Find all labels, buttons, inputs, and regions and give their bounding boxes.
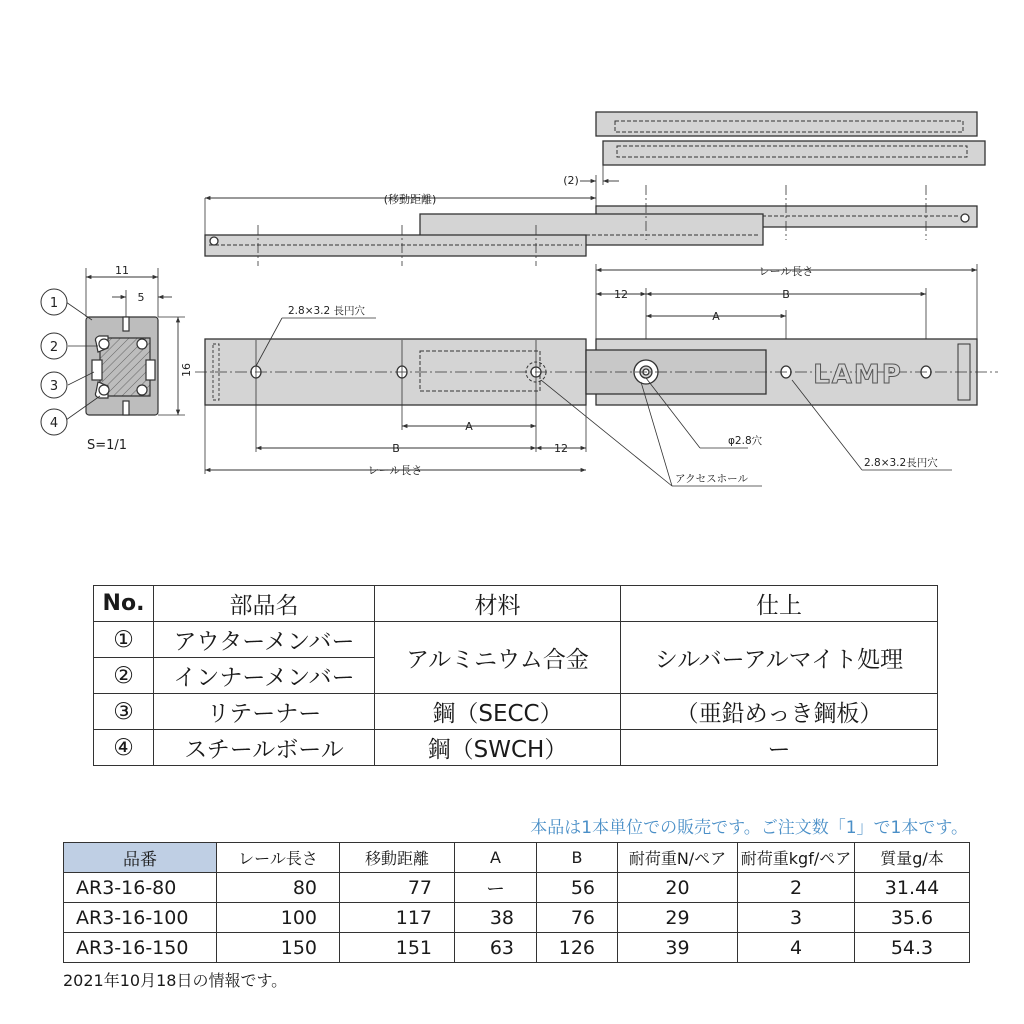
header-part-name: 部品名 <box>154 586 375 622</box>
part-material-merged: アルミニウム合金 <box>375 622 621 694</box>
cell-load-kgf: 4 <box>738 933 855 963</box>
svg-text:2: 2 <box>49 340 59 355</box>
travel-label: (移動距離) <box>383 193 437 206</box>
part-name: リテーナー <box>154 694 375 730</box>
dim-12-bottom: 12 <box>554 442 568 455</box>
cross-section-view <box>66 268 185 420</box>
table-row <box>94 694 938 730</box>
dim-16-label: 16 <box>180 363 193 377</box>
slot-label-right: 2.8×3.2長円穴 <box>864 457 938 469</box>
cell-a: 63 <box>455 933 537 963</box>
header-no: No. <box>94 586 154 622</box>
rail-length-top: レール長さ <box>758 265 814 278</box>
spec-table <box>63 842 970 963</box>
table-row <box>94 622 938 658</box>
part-name: インナーメンバー <box>154 658 375 694</box>
dim-A-top: A <box>712 310 720 323</box>
callout-2 <box>41 333 67 359</box>
cell-a: ー <box>455 873 537 903</box>
cell-travel: 77 <box>340 873 455 903</box>
part-material: 鋼（SWCH） <box>375 730 621 766</box>
slot-label: 2.8×3.2 長円穴 <box>288 305 366 317</box>
part-material: 鋼（SECC） <box>375 694 621 730</box>
header-travel: 移動距離 <box>340 843 455 873</box>
cell-load-n: 20 <box>618 873 738 903</box>
parts-header-row <box>94 586 938 622</box>
cell-b: 76 <box>537 903 618 933</box>
callout-3 <box>41 372 67 398</box>
header-load-kgf: 耐荷重kgf/ペア <box>738 843 855 873</box>
cell-mass: 54.3 <box>855 933 970 963</box>
header-material: 材料 <box>375 586 621 622</box>
cell-load-kgf: 2 <box>738 873 855 903</box>
dim-A-bottom: A <box>465 420 473 433</box>
cell-part-number: AR3-16-80 <box>64 873 217 903</box>
extended-rail-view <box>205 112 985 266</box>
dim-B-top: B <box>782 288 790 301</box>
cell-travel: 151 <box>340 933 455 963</box>
part-no: ③ <box>94 694 154 730</box>
part-no: ② <box>94 658 154 694</box>
part-finish: ー <box>621 730 938 766</box>
access-hole-label: アクセスホール <box>675 473 748 485</box>
table-row <box>64 903 970 933</box>
header-mass: 質量g/本 <box>855 843 970 873</box>
cell-load-n: 29 <box>618 903 738 933</box>
table-row <box>94 730 938 766</box>
sales-unit-note: 本品は1本単位での販売です。ご注文数「1」で1本です。 <box>530 818 968 838</box>
part-name: スチールボール <box>154 730 375 766</box>
cell-rail-length: 80 <box>217 873 340 903</box>
part-no: ① <box>94 622 154 658</box>
callout-1 <box>41 289 67 315</box>
callout-4 <box>41 409 67 435</box>
cell-mass: 35.6 <box>855 903 970 933</box>
info-date-note: 2021年10月18日の情報です。 <box>63 971 288 990</box>
cell-travel: 117 <box>340 903 455 933</box>
cell-part-number: AR3-16-150 <box>64 933 217 963</box>
cell-b: 56 <box>537 873 618 903</box>
scale-label: S=1/1 <box>87 438 128 453</box>
spec-header-row <box>64 843 970 873</box>
table-row <box>64 873 970 903</box>
header-b: B <box>537 843 618 873</box>
header-a: A <box>455 843 537 873</box>
cell-load-n: 39 <box>618 933 738 963</box>
hole-label: φ2.8穴 <box>728 435 763 447</box>
rail-length-bottom: レール長さ <box>367 464 423 477</box>
header-rail-length: レール長さ <box>217 843 340 873</box>
svg-text:1: 1 <box>49 296 59 311</box>
cell-rail-length: 150 <box>217 933 340 963</box>
part-finish-merged: シルバーアルマイト処理 <box>621 622 938 694</box>
dim-11-label: 11 <box>115 264 129 277</box>
header-finish: 仕上 <box>621 586 938 622</box>
dim-5-label: 5 <box>137 291 145 304</box>
cell-b: 126 <box>537 933 618 963</box>
svg-text:4: 4 <box>49 416 59 431</box>
cell-part-number: AR3-16-100 <box>64 903 217 933</box>
parts-table <box>93 585 938 766</box>
part-no: ④ <box>94 730 154 766</box>
table-row <box>64 933 970 963</box>
header-load-n: 耐荷重N/ペア <box>618 843 738 873</box>
dim-12-top: 12 <box>614 288 628 301</box>
cell-load-kgf: 3 <box>738 903 855 933</box>
cell-mass: 31.44 <box>855 873 970 903</box>
svg-text:3: 3 <box>49 379 59 394</box>
gap-label: (2) <box>563 174 579 187</box>
brand-logo: LAMP <box>813 360 903 390</box>
part-finish: （亜鉛めっき鋼板） <box>621 694 938 730</box>
header-part-number: 品番 <box>64 843 217 873</box>
cell-a: 38 <box>455 903 537 933</box>
outer-member-top-2 <box>603 141 985 165</box>
cell-rail-length: 100 <box>217 903 340 933</box>
dim-B-bottom: B <box>392 442 400 455</box>
part-name: アウターメンバー <box>154 622 375 658</box>
